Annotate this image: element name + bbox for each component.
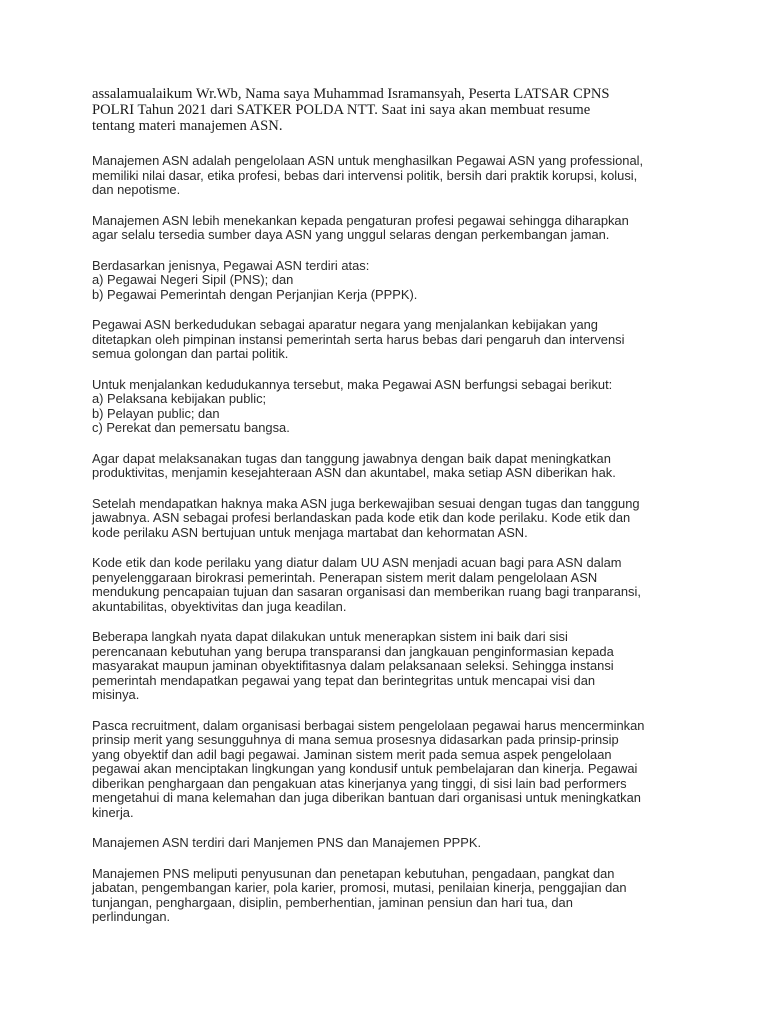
text-line: mendukung pencapaian tujuan dan sasaran organisasi dan memberikan ruang bagi tranparansi,	[92, 584, 641, 599]
text-line: misinya.	[92, 687, 140, 702]
text-line: produktivitas, menjamin kesejahteraan ASN dan akuntabel, maka setiap ASN diberikan hak.	[92, 465, 616, 480]
text-line: tunjangan, penghargaan, disiplin, pemberhentian, jaminan pensiun dan hari tua, dan	[92, 894, 573, 910]
list-item: b) Pegawai Pemerintah dengan Perjanjian Kerja (PPPK).	[92, 286, 418, 302]
document-page	[92, 86, 684, 941]
text-line: Pegawai ASN berkedudukan sebagai aparatur negara yang menjalankan kebijakan yang	[92, 317, 598, 332]
text-line: Manajemen ASN lebih menekankan kepada pengaturan profesi pegawai sehingga diharapkan	[92, 212, 629, 228]
text-line: Berdasarkan jenisnya, Pegawai ASN terdiri atas:	[92, 257, 370, 273]
text-line: semua golongan dan partai politik.	[92, 346, 289, 361]
text-line: perencanaan kebutuhan yang berupa transparansi dan jangkauan penginformasian kepada	[92, 643, 614, 659]
text-line: agar selalu tersedia sumber daya ASN yang unggul selaras dengan perkembangan jaman.	[92, 227, 610, 242]
text-line: diberikan penghargaan dan pengakuan atas kinerjanya yang tinggi, di sisi lain bad performers	[92, 775, 627, 791]
intro-line: POLRI Tahun 2021 dari SATKER POLDA NTT. Saat ini saya akan membuat resume	[92, 102, 591, 118]
paragraph-functions	[92, 378, 684, 436]
text-line: Manajemen PNS meliputi penyusunan dan penetapan kebutuhan, pengadaan, pangkat dan	[92, 865, 615, 881]
paragraph-rights	[92, 452, 684, 481]
paragraph-definition	[92, 154, 684, 198]
text-line: masyarakat maupun jaminan obyektifitasnya dalam pelaksanaan seleksi. Sehingga instansi	[92, 658, 614, 673]
text-line: Kode etik dan kode perilaku yang diatur dalam UU ASN menjadi acuan bagi para ASN dalam	[92, 555, 622, 570]
list-item: b) Pelayan public; dan	[92, 405, 220, 421]
text-line: Manajemen ASN adalah pengelolaan ASN untuk menghasilkan Pegawai ASN yang professional,	[92, 153, 644, 168]
paragraph-obligations	[92, 497, 684, 541]
text-line: kinerja.	[92, 804, 134, 820]
text-line: akuntabilitas, obyektivitas dan juga keadilan.	[92, 598, 347, 614]
text-line: perlindungan.	[92, 909, 171, 924]
paragraph-management-parts	[92, 836, 684, 851]
text-line: yang obyektif dan adil bagi pegawai. Jaminan sistem merit pada semua aspek pengelolaan	[92, 746, 612, 762]
text-line: ditetapkan oleh pimpinan instansi pemerintah serta harus bebas dari pengaruh dan intervensi	[92, 331, 625, 347]
list-item: a) Pelaksana kebijakan public;	[92, 391, 267, 406]
text-line: Manajemen ASN terdiri dari Manjemen PNS dan Manajemen PPPK.	[92, 835, 482, 850]
list-item: c) Perekat dan pemersatu bangsa.	[92, 420, 290, 435]
text-line: mengetahui di mana kelemahan dan juga diberikan bantuan dari organisasi untuk meningkatkan	[92, 790, 641, 805]
paragraph-types	[92, 259, 684, 303]
text-line: jabatan, pengembangan karier, pola karier, promosi, mutasi, penilaian kinerja, penggajian dan	[92, 880, 627, 895]
paragraph-code-of-ethics	[92, 556, 684, 614]
text-line: kode perilaku ASN bertujuan untuk menjaga martabat dan kehormatan ASN.	[92, 524, 528, 540]
intro-paragraph	[92, 86, 684, 134]
text-line: Untuk menjalankan kedudukannya tersebut, maka Pegawai ASN berfungsi sebagai berikut:	[92, 376, 613, 392]
paragraph-pns-management	[92, 867, 684, 925]
text-line: pemerintah mendapatkan pegawai yang tepat dan berintegritas untuk mencapai visi dan	[92, 672, 596, 688]
paragraph-post-recruitment	[92, 719, 684, 821]
text-line: dan nepotisme.	[92, 182, 181, 197]
paragraph-steps	[92, 630, 684, 703]
intro-line: assalamualaikum Wr.Wb, Nama saya Muhammad Isramansyah, Peserta LATSAR CPNS	[92, 86, 610, 102]
text-line: Setelah mendapatkan haknya maka ASN juga berkewajiban sesuai dengan tugas dan tanggung	[92, 495, 640, 511]
text-line: Pasca recruitment, dalam organisasi berbagai sistem pengelolaan pegawai harus mencerminkan	[92, 717, 645, 733]
text-line: pegawai akan menciptakan lingkungan yang kondusif untuk pembelajaran dan kinerja. Pegawai	[92, 761, 638, 776]
paragraph-position	[92, 318, 684, 362]
paragraph-emphasis	[92, 214, 684, 243]
list-item: a) Pegawai Negeri Sipil (PNS); dan	[92, 272, 294, 287]
text-line: jawabnya. ASN sebagai profesi berlandaskan pada kode etik dan kode perilaku. Kode etik dan	[92, 510, 631, 525]
text-line: memiliki nilai dasar, etika profesi, bebas dari intervensi politik, bersih dari praktik korupsi, kolusi,	[92, 167, 638, 183]
text-line: penyelenggaraan birokrasi pemerintah. Penerapan sistem merit dalam pengelolaan ASN	[92, 569, 598, 585]
text-line: prinsip merit yang sesungguhnya di mana semua prosesnya didasarkan pada prinsip-prinsip	[92, 732, 619, 747]
text-line: Agar dapat melaksanakan tugas dan tanggung jawabnya dengan baik dapat meningkatkan	[92, 450, 611, 466]
intro-line: tentang materi manajemen ASN.	[92, 118, 283, 134]
text-line: Beberapa langkah nyata dapat dilakukan untuk menerapkan sistem ini baik dari sisi	[92, 629, 568, 644]
